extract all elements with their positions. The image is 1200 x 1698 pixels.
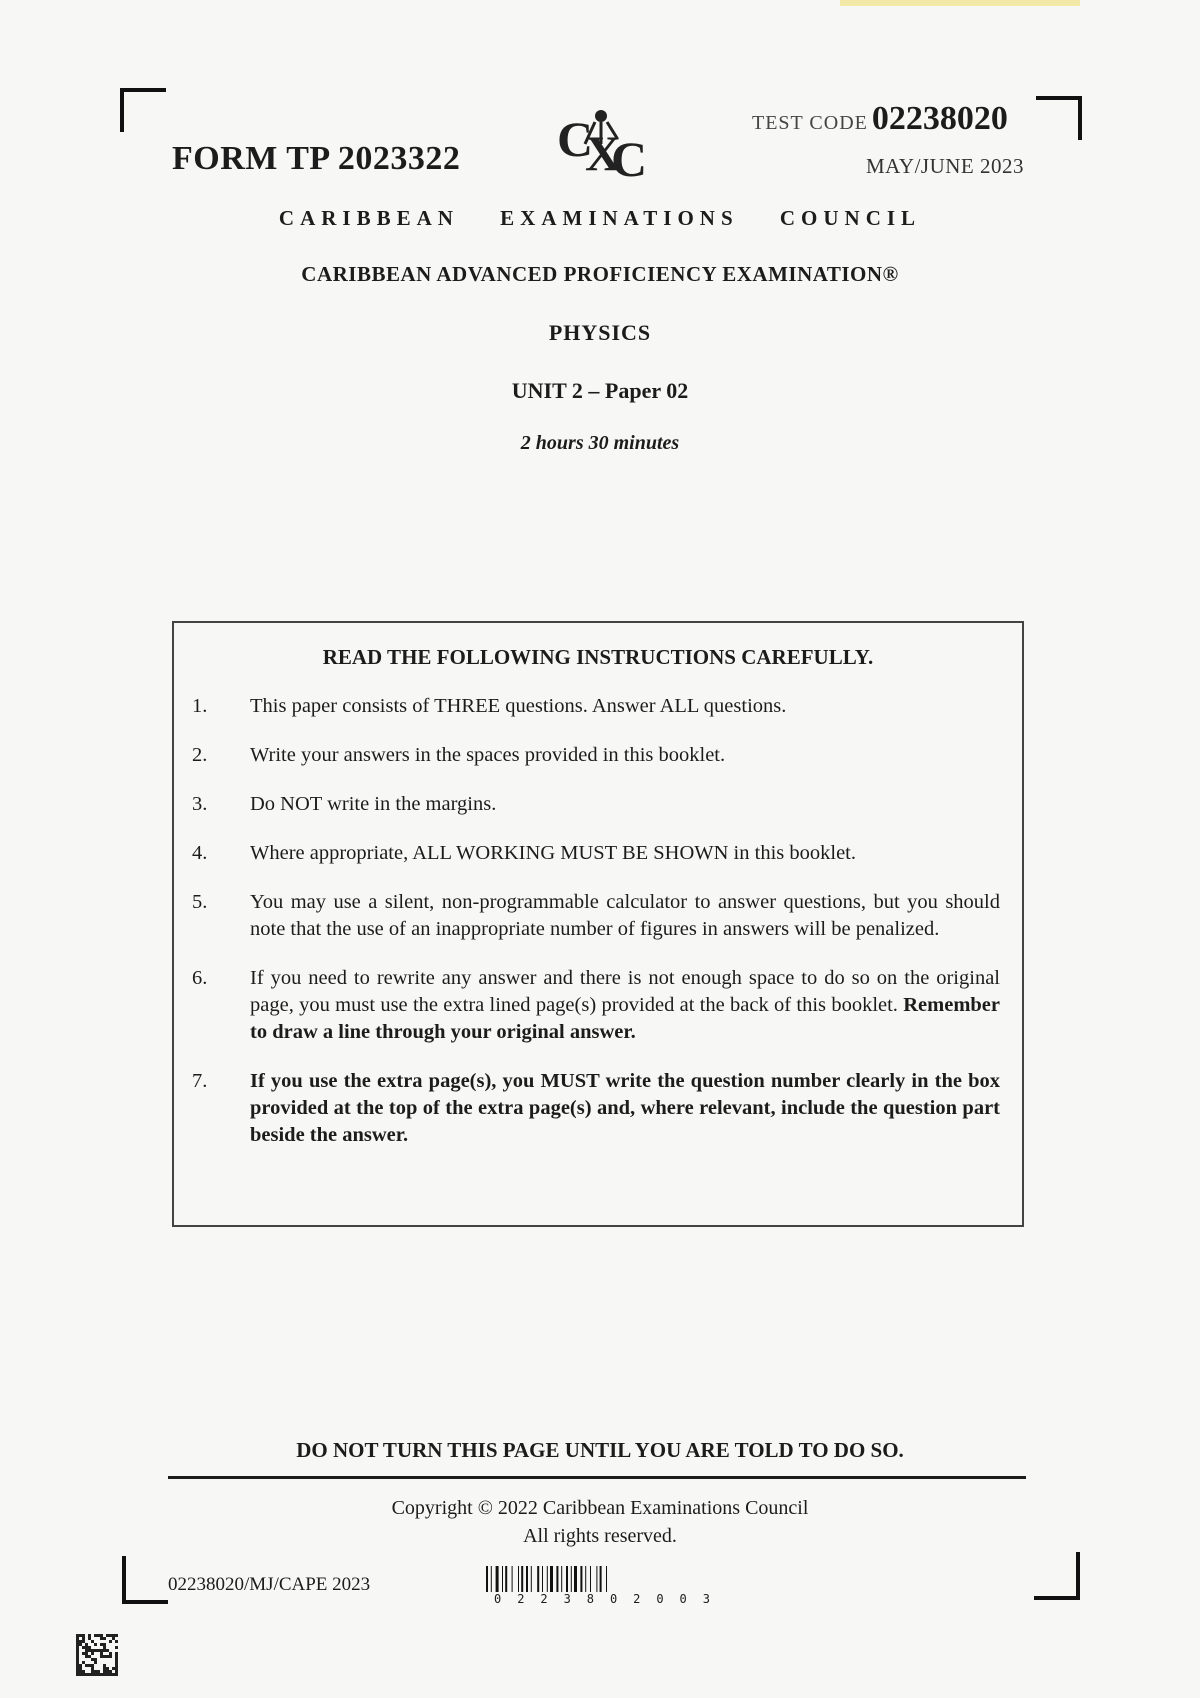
crop-mark-top-right (1036, 96, 1082, 140)
instruction-text: If you use the extra page(s), you MUST write the question number clearly in the box provided at the top of the extra page(s) and, where relevant, include the question part beside the answer. (250, 1070, 1000, 1146)
instruction-number: 2. (192, 744, 208, 766)
council-name: CARIBBEAN EXAMINATIONS COUNCIL (278, 206, 922, 230)
do-not-turn-warning: DO NOT TURN THIS PAGE UNTIL YOU ARE TOLD TO DO SO. (296, 1438, 904, 1462)
barcode-digit: 0 (609, 1592, 618, 1606)
unit-paper: UNIT 2 – Paper 02 (511, 378, 689, 403)
instruction-item (192, 791, 1000, 818)
page-edge-highlight (840, 0, 1080, 6)
instruction-item (192, 1068, 1000, 1149)
instructions-list (192, 693, 1000, 1171)
instruction-item (192, 889, 1000, 943)
instruction-text: Write your answers in the spaces provided in this booklet. (250, 744, 726, 766)
instruction-text: Where appropriate, ALL WORKING MUST BE SHOWN in this booklet. (250, 842, 856, 864)
instruction-item (192, 742, 1000, 769)
instruction-text (250, 965, 1000, 1046)
svg-text:C: C (557, 111, 594, 167)
barcode-digits (484, 1592, 720, 1606)
test-code-value: 02238020 (871, 100, 1008, 137)
instruction-text-regular: If you need to rewrite any answer and there is not enough space to do so on the original page, you must use the extra lined page(s) provided at the back of this booklet. (250, 967, 1000, 1016)
form-number: FORM TP 2023322 (172, 140, 461, 177)
instruction-text: This paper consists of THREE questions. Answer ALL questions. (250, 695, 787, 717)
barcode-digit: 3 (702, 1592, 710, 1606)
exam-name: CARIBBEAN ADVANCED PROFICIENCY EXAMINATION® (301, 262, 899, 286)
exam-session: MAY/JUNE 2023 (866, 154, 1024, 178)
instruction-number: 6. (192, 967, 208, 989)
instruction-item (192, 965, 1000, 1046)
barcode-digit: 0 (656, 1592, 664, 1606)
crop-mark-bottom-left (122, 1556, 168, 1604)
barcode-digit: 3 (563, 1592, 571, 1606)
subject: PHYSICS (548, 320, 652, 345)
instruction-number: 4. (192, 842, 208, 864)
instruction-number: 7. (192, 1070, 208, 1092)
footer-divider (168, 1476, 1026, 1479)
copyright-line: Copyright © 2022 Caribbean Examinations Council (391, 1497, 809, 1519)
instruction-text: You may use a silent, non-programmable calculator to answer questions, but you should note that the use of an inappropriate number of figures in answers will be penalized. (250, 891, 1000, 940)
crop-mark-top-left (120, 88, 166, 132)
svg-text:C: C (611, 131, 648, 184)
barcode-digit: 2 (517, 1592, 525, 1606)
duration: 2 hours 30 minutes (520, 432, 680, 454)
crop-mark-bottom-right (1034, 1552, 1080, 1600)
instruction-item (192, 693, 1000, 720)
instruction-item (192, 840, 1000, 867)
svg-text:X: X (585, 125, 622, 181)
rights-line: All rights reserved. (523, 1525, 677, 1547)
instructions-heading: READ THE FOLLOWING INSTRUCTIONS CAREFULLY. (322, 645, 874, 669)
instructions-box (172, 621, 1024, 1227)
cxc-logo-icon (555, 104, 655, 184)
instruction-text: Do NOT write in the margins. (250, 793, 497, 815)
barcode-digit: 0 (494, 1592, 502, 1606)
instruction-number: 3. (192, 793, 208, 815)
instruction-text-emphasis: Remember to draw a line through your original answer. (250, 994, 1000, 1043)
barcode-digit: 8 (586, 1592, 594, 1606)
instruction-number: 5. (192, 891, 208, 913)
test-code (752, 100, 1008, 138)
barcode-digit: 0 (679, 1592, 687, 1606)
datamatrix-code-icon (76, 1634, 118, 1676)
barcode-digit: 2 (633, 1592, 641, 1606)
instruction-number: 1. (192, 695, 208, 717)
booklet-code: 02238020/MJ/CAPE 2023 (168, 1574, 371, 1595)
barcode-digit: 2 (540, 1592, 548, 1606)
test-code-label: TEST CODE (752, 112, 868, 134)
copyright-notice (0, 1494, 1200, 1550)
